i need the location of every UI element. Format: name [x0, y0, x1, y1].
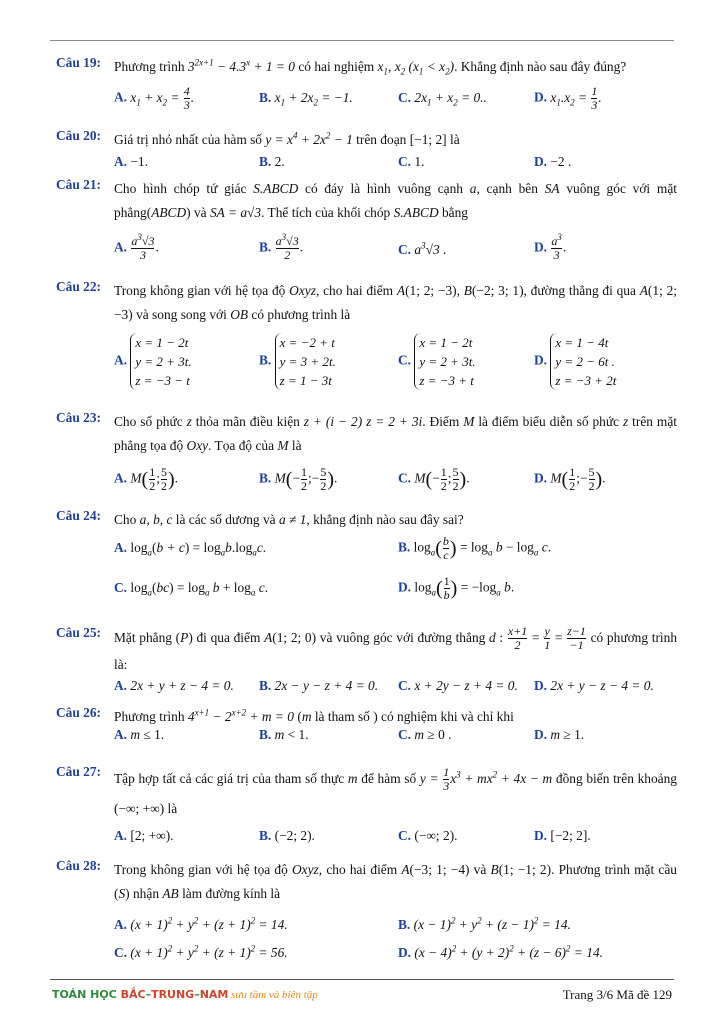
header-rule	[50, 40, 674, 41]
question-stem: Cho số phức z thỏa mãn điều kiện z + (i − 2) z = 2 + 3i. Điểm M là điểm biểu diễn số phức z trên mặt phẳng tọa độ Oxy. Tọa độ của M là	[114, 414, 678, 453]
option-c[interactable]: C. x + 2y − z + 4 = 0.	[398, 678, 518, 693]
option-d[interactable]: D. 2x + y − z − 4 = 0.	[534, 678, 654, 693]
question-stem: Trong không gian với hệ tọa độ Oxyz, cho hai điểm A(1; 2; −3), B(−2; 3; 1), đường thẳng đi qua A(1; 2; −3) và song song với OB có phương trình là	[114, 283, 677, 322]
question-number: Câu 26:	[56, 705, 102, 720]
option-a[interactable]: A. $(x + 1)^2 + y^2 + (z + 1)^2 = 14$.	[114, 915, 288, 932]
question-number: Câu 22:	[56, 279, 102, 294]
option-c[interactable]: C. (−∞; 2).	[398, 828, 458, 843]
option-d[interactable]: D. $(x - 4)^2 + (y + 2)^2 + (z - 6)^2 = 14$.	[398, 943, 603, 960]
option-d[interactable]: D. $\log_a$( $\frac{1}{b}$ ) = $-\log_a$ b.	[398, 574, 515, 602]
option-b[interactable]: B. m < 1.	[259, 727, 309, 742]
option-c[interactable]: C. $a^3√3$ .	[398, 240, 447, 257]
question-stem: Phương trình $3^{2x+1} - 4.3^x + 1 = 0$ có hai nghiệm $x_1$, $x_2$ $(x_1 < x_2)$. Khẳng định nào sau đây đúng?	[114, 57, 627, 77]
option-d[interactable]: D. x = 1 − 4t y = 2 − 6t . z = −3 + 2t	[534, 335, 617, 388]
option-a[interactable]: A. m ≤ 1.	[114, 727, 165, 742]
option-d[interactable]: D. $x_1.x_2$ = $\frac{1}{3}$ .	[534, 84, 602, 112]
option-c[interactable]: C. $(x + 1)^2 + y^2 + (z + 1)^2 = 56$.	[114, 943, 288, 960]
footer-brand: TOÁN HỌC BẮC–TRUNG–NAM sưu tầm và biên tập	[52, 988, 318, 1001]
option-a[interactable]: A. x = 1 − 2t y = 2 + 3t. z = −3 − t	[114, 335, 192, 388]
question-number: Câu 27:	[56, 764, 102, 779]
option-c[interactable]: C. x = 1 − 2t y = 2 + 3t. z = −3 + t	[398, 335, 476, 388]
question-stem: Cho a, b, c là các số dương và a ≠ 1, khẳng định nào sau đây sai?	[114, 512, 464, 527]
option-d[interactable]: D. −2 .	[534, 154, 572, 169]
option-a[interactable]: A. M( $\frac{1}{2}$ ; $\frac{5}{2}$ ).	[114, 465, 178, 493]
option-a[interactable]: A. $\log_a(b + c) = \log_ab.\log_ac$.	[114, 540, 267, 558]
option-b[interactable]: B. $x_1 + 2x_2 = -1$.	[259, 90, 353, 108]
option-a[interactable]: A. 2x + y + z − 4 = 0.	[114, 678, 234, 693]
option-c[interactable]: C. $\log_a(bc) = \log_a b + \log_a c$.	[114, 580, 269, 598]
option-d[interactable]: D. $\frac{a^3}{3}$ .	[534, 232, 567, 262]
page-number: Trang 3/6 Mã đề 129	[562, 987, 672, 1002]
option-d[interactable]: D. m ≥ 1.	[534, 727, 585, 742]
question-stem: Tập hợp tất cả các giá trị của tham số thực m để hàm số y = $\frac{1}{3}$ $x^3 + mx^2 + 4x - m$ đồng biến trên khoảng (−∞; +∞) là	[114, 765, 677, 816]
question-number: Câu 19:	[56, 55, 102, 70]
question-number: Câu 24:	[56, 508, 102, 523]
question-number: Câu 25:	[56, 625, 102, 640]
option-b[interactable]: B. M(− $\frac{1}{2}$ ;− $\frac{5}{2}$ ).	[259, 465, 338, 493]
option-d[interactable]: D. [−2; 2].	[534, 828, 591, 843]
question-stem: Trong không gian với hệ tọa độ Oxyz, cho hai điểm A(−3; 1; −4) và B(1; −1; 2). Phương trình mặt cầu (S) nhận AB làm đường kính là	[114, 862, 677, 901]
question-stem: Mặt phẳng (P) đi qua điểm A(1; 2; 0) và vuông góc với đường thẳng d : $\frac{x+1}{2}$ = $\frac{y}{1}$ = $\frac{z-1}{-1}$ có phương trình là:	[114, 624, 678, 673]
option-a[interactable]: A. [2; +∞).	[114, 828, 174, 843]
footer-rule	[50, 979, 674, 980]
question-number: Câu 23:	[56, 410, 102, 425]
option-a[interactable]: A. −1.	[114, 154, 148, 169]
option-b[interactable]: B. $(x - 1)^2 + y^2 + (z - 1)^2 = 14$.	[398, 915, 571, 932]
option-c[interactable]: C. 1.	[398, 154, 425, 169]
question-number: Câu 21:	[56, 177, 102, 192]
option-c[interactable]: C. M(− $\frac{1}{2}$ ; $\frac{5}{2}$ ).	[398, 465, 470, 493]
option-c[interactable]: C. m ≥ 0 .	[398, 727, 452, 742]
option-a[interactable]: A. $x_1 + x_2$ = $\frac{4}{3}$ .	[114, 84, 195, 112]
option-b[interactable]: B. (−2; 2).	[259, 828, 315, 843]
question-stem: Giá trị nhỏ nhất của hàm số $y = x^4 + 2x^2 - 1$ trên đoạn [−1; 2] là	[114, 130, 460, 147]
option-a[interactable]: A. $\frac{a^3√3}{3}$ .	[114, 232, 159, 262]
option-d[interactable]: D. M( $\frac{1}{2}$ ;− $\frac{5}{2}$ ).	[534, 465, 606, 493]
option-c[interactable]: C. $2x_1 + x_2 = 0$..	[398, 90, 487, 108]
option-b[interactable]: B. $\log_a$( $\frac{b}{c}$ ) = $\log_a b - \log_a c$.	[398, 534, 552, 562]
option-b[interactable]: B. 2.	[259, 154, 285, 169]
question-number: Câu 20:	[56, 128, 102, 143]
option-b[interactable]: B. $\frac{a^3√3}{2}$ .	[259, 232, 304, 262]
option-b[interactable]: B. x = −2 + t y = 3 + 2t. z = 1 − 3t	[259, 335, 336, 388]
option-b[interactable]: B. 2x − y − z + 4 = 0.	[259, 678, 379, 693]
question-stem: Phương trình $4^{x+1} - 2^{x+2} + m = 0$ (m là tham số ) có nghiệm khi và chỉ khi	[114, 707, 514, 724]
question-number: Câu 28:	[56, 858, 102, 873]
question-stem: Cho hình chóp tứ giác S.ABCD có đáy là hình vuông cạnh a, cạnh bên SA vuông góc với mặt phẳng(ABCD) và SA = a√3. Thể tích của khối chóp S.ABCD bằng	[114, 181, 677, 220]
